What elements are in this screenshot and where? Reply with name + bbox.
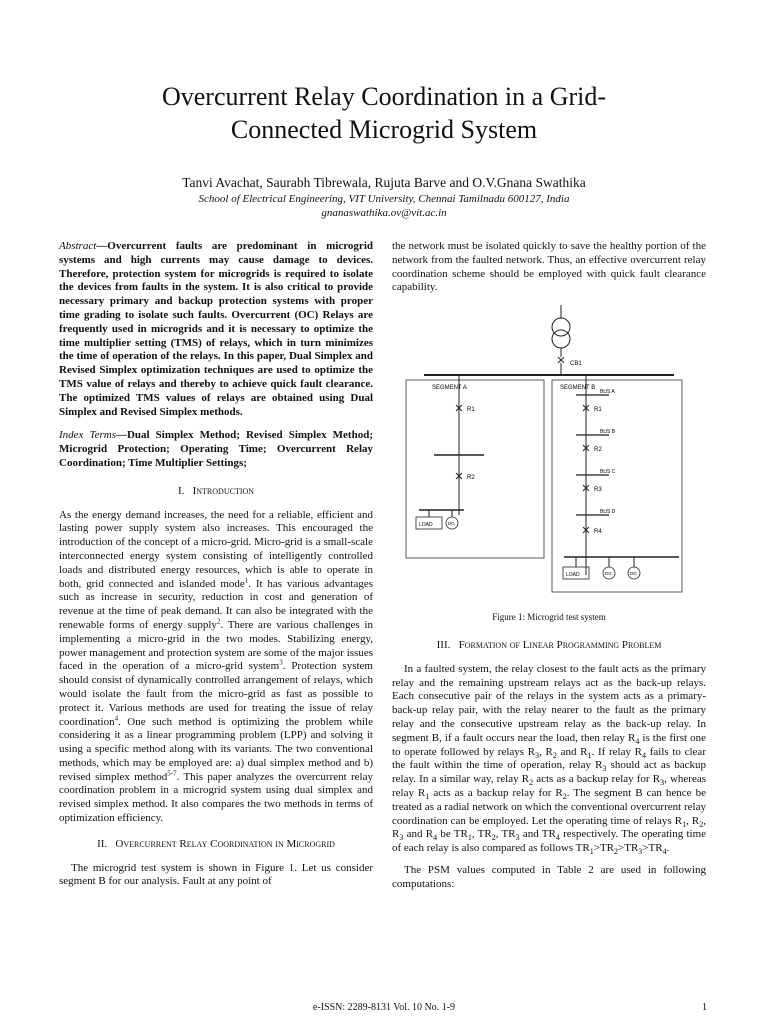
svg-text:R3: R3 bbox=[594, 487, 602, 494]
svg-text:LOAD: LOAD bbox=[566, 572, 580, 579]
right-column bbox=[392, 240, 706, 900]
affiliation: School of Electrical Engineering, VIT University, Chennai Tamilnadu 600127, India bbox=[198, 193, 570, 205]
segment-b-box bbox=[552, 380, 682, 592]
microgrid-diagram bbox=[404, 305, 694, 603]
svg-text:R1: R1 bbox=[594, 407, 602, 414]
svg-text:DG: DG bbox=[630, 571, 637, 577]
figure-1 bbox=[404, 305, 694, 603]
svg-text:R1: R1 bbox=[467, 407, 475, 414]
index-terms-label: Index Terms bbox=[59, 429, 116, 442]
paper-title bbox=[60, 80, 708, 146]
affiliation-block bbox=[60, 192, 708, 220]
segment-a-label: SEGMENT A bbox=[432, 385, 467, 392]
svg-text:LOAD: LOAD bbox=[419, 522, 433, 529]
svg-text:BUS A: BUS A bbox=[600, 389, 615, 396]
svg-text:R2: R2 bbox=[594, 447, 602, 454]
figure-caption: Figure 1: Microgrid test system bbox=[492, 612, 606, 623]
transformer-coil-bottom-icon bbox=[552, 330, 570, 348]
abstract bbox=[59, 240, 373, 419]
email: gnanaswathika.ov@vit.ac.in bbox=[321, 207, 447, 219]
svg-text:DG: DG bbox=[448, 521, 455, 527]
section-heading-ocr: II. Overcurrent Relay Coordination in Microgrid bbox=[97, 837, 335, 850]
title-line-2: Connected Microgrid System bbox=[230, 115, 538, 144]
segment-b-label: SEGMENT B bbox=[560, 385, 596, 392]
abstract-text: —Overcurrent faults are predominant in microgrid systems and high currents may cause damage to devices. Therefore, protection system for microgrids is required to isolate the devices from faults in the system. It is also critical to provide necessary primary and backup protection systems with proper time grading to isolate such faults. Overcurrent (OC) Relays are frequently used in microgrids and it is necessary to optimize the time multiplier setting (TMS) of relays, which in turn minimizes the time of operation of the relays. In this paper, Dual Simplex and Revised Simplex optimization techniques are used to optimize the TMS value of relays and thereby to achieve quick fault clearance. The optimized TMS values of relays are obtained using Dual Simplex and Revised Simplex methods. bbox=[59, 240, 373, 418]
title-line-1: Overcurrent Relay Coordination in a Grid- bbox=[161, 82, 607, 111]
section-2-paragraph: The microgrid test system is shown in Figure 1. Let us consider segment B for our analysis. Fault at any point of bbox=[59, 861, 373, 888]
section-heading-introduction: I. Introduction bbox=[177, 484, 255, 497]
index-terms bbox=[59, 429, 373, 470]
section-heading-lpp: III. Formation of Linear Programming Problem bbox=[436, 638, 662, 651]
page-footer: e-ISSN: 2289-8131 Vol. 10 No. 1-9 bbox=[312, 1002, 456, 1013]
section-3-last-paragraph: The PSM values computed in Table 2 are used in following computations: bbox=[392, 863, 706, 890]
left-column bbox=[59, 240, 373, 897]
cb1-label: CB1 bbox=[570, 361, 582, 368]
svg-text:BUS B: BUS B bbox=[600, 429, 616, 436]
svg-text:DG: DG bbox=[605, 571, 612, 577]
section-3-paragraph: In a faulted system, the relay closest to the fault acts as the primary relay and the remaining upstream relays act as the back-up relays. Each consecutive pair of the relays in the system acts as a primary-back-up relay pair, with the relay nearer to the fault as the primary relay and the consecutive upstream relay as the back-up relay. In segment B, if a fault occurs near the load, then relay $R_4$ is the first one to operate followed by relays $R_3$, $R_2$ and $R_1$. If relay $R_4$ fails to clear the fault within the time of operation, relay $R_3$ should act as backup relay. In a similar way, relay $R_2$ acts as a backup relay for $R_3$, whereas relay $R_1$ acts as a backup relay for $R_2$. The segment B can hence be treated as a radial network on which the conventional overcurrent relay coordination can be employed. Let the operating time of relays $R_1$, $R_2$, $R_3$ and $R_4$ be $TR_1$, $TR_2$, $TR_3$ and $TR_4$ respectively. The operating time of each relay is also compared as follows $TR_1>TR_2>TR_3>TR_4$. bbox=[392, 662, 707, 857]
transformer-coil-top-icon bbox=[552, 318, 570, 336]
author-list: Tanvi Avachat, Saurabh Tibrewala, Rujuta Barve and O.V.Gnana Swathika bbox=[182, 175, 586, 190]
svg-text:R2: R2 bbox=[467, 475, 475, 482]
introduction-paragraph: As the energy demand increases, the need for a reliable, efficient and lasting power supply system also increases. This encouraged the introduction of the concept of a micro-grid. Micro-grid is a small-scale interconnected energy system consisting of intelligently controlled loads and distributed energy resources, which is able to operate in both, grid connected and islanded mode$^1$. It has various advantages such as increase in security, reduction in cost and generation of revenue at the time of peak demand. It can also be integrated with the renewable forms of energy supply$^2$. There are various challenges in implementing a micro-grid in the two modes. Stabilizing energy, power management and protection system are some of the major issues faced in the operation of a micro-grid system$^3$. Protection system should consist of dynamically controlled arrangement of relays, which would isolate the fault from the micro-grid as fast as possible to protect it. Various methods are used for treating the issue of relay coordination$^4$. One such method is optimizing the problem while considering it as a linear programming problem (LPP) and solving it using a specific method along with its variants. The two conventional methods, which may be employed are: a) dual simplex method and b) revised simplex method$^{5-7}$. This paper analyzes the overcurrent relay coordination problem in a microgrid system using dual simplex and revised simplex method. It also compares the two methods in terms of optimization efficiency. bbox=[59, 508, 373, 825]
svg-text:BUS C: BUS C bbox=[600, 469, 616, 476]
segment-a-box bbox=[406, 380, 544, 558]
page-number: 1 bbox=[702, 1002, 707, 1013]
index-terms-text: —Dual Simplex Method; Revised Simplex Method; Microgrid Protection; Operating Time; Overcurrent Relay Coordination; Time Multiplier Settings; bbox=[59, 429, 373, 469]
right-paragraph-1: the network must be isolated quickly to save the healthy portion of the network from the faulted network. Thus, an effective overcurrent relay coordination scheme should be employed with quick fault clearance capability. bbox=[392, 240, 706, 294]
svg-text:BUS D: BUS D bbox=[600, 509, 616, 516]
abstract-label: Abstract bbox=[59, 240, 97, 252]
svg-text:R4: R4 bbox=[594, 529, 602, 536]
